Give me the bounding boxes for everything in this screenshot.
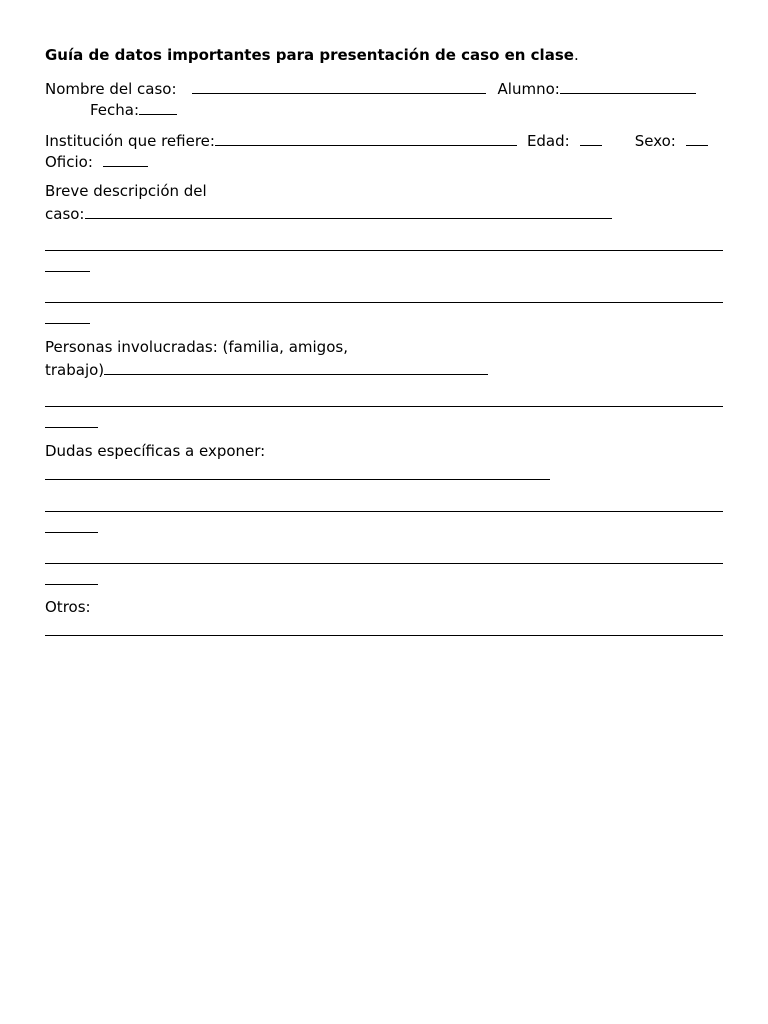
form-title-suffix: . <box>573 46 579 64</box>
row-fecha <box>90 98 177 118</box>
label-edad: Edad: <box>526 132 570 150</box>
dudas-rule-2[interactable] <box>45 563 723 564</box>
descripcion-rule-1[interactable] <box>45 250 723 251</box>
dudas-rule-1[interactable] <box>45 511 723 512</box>
personas-blank[interactable] <box>104 358 488 375</box>
row-institucion <box>45 129 708 149</box>
descripcion-rule-2-cont[interactable] <box>45 323 90 324</box>
row-dudas-label <box>45 441 265 461</box>
dudas-rule-0[interactable] <box>45 479 550 480</box>
row-descripcion <box>45 202 612 222</box>
label-dudas: Dudas específicas a exponer: <box>45 442 266 460</box>
label-fecha: Fecha: <box>90 101 140 119</box>
alumno-blank[interactable] <box>560 77 696 94</box>
label-otros: Otros: <box>45 598 91 616</box>
form-title-text: Guía de datos importantes para presentación de caso en clase <box>45 46 574 64</box>
label-alumno: Alumno: <box>497 80 560 98</box>
label-oficio: Oficio: <box>45 153 93 171</box>
label-institucion: Institución que refiere: <box>45 132 215 150</box>
nombre-caso-blank[interactable] <box>192 77 486 94</box>
personas-rule-1-cont[interactable] <box>45 427 98 428</box>
fecha-blank[interactable] <box>139 98 177 115</box>
sexo-blank[interactable] <box>686 129 708 146</box>
dudas-rule-2-cont[interactable] <box>45 584 98 585</box>
form-title <box>45 45 579 65</box>
otros-rule[interactable] <box>45 635 723 636</box>
row-personas-label <box>45 337 348 357</box>
row-otros-label <box>45 597 91 617</box>
personas-rule-1[interactable] <box>45 406 723 407</box>
label-nombre-caso: Nombre del caso: <box>45 80 177 98</box>
descripcion-blank[interactable] <box>85 202 612 219</box>
row-oficio <box>45 150 148 170</box>
label-descripcion-1: Breve descripción del <box>45 182 207 200</box>
row-descripcion-label <box>45 181 207 201</box>
label-descripcion-2: caso: <box>45 205 85 223</box>
dudas-rule-1-cont[interactable] <box>45 532 98 533</box>
label-personas-2: trabajo) <box>45 361 105 379</box>
oficio-blank[interactable] <box>103 150 148 167</box>
row-nombre-alumno <box>45 77 696 97</box>
descripcion-rule-1-cont[interactable] <box>45 271 90 272</box>
row-personas <box>45 358 488 378</box>
edad-blank[interactable] <box>580 129 602 146</box>
label-personas-1: Personas involucradas: (familia, amigos, <box>45 338 348 356</box>
label-sexo: Sexo: <box>634 132 676 150</box>
descripcion-rule-2[interactable] <box>45 302 723 303</box>
institucion-blank[interactable] <box>215 129 517 146</box>
